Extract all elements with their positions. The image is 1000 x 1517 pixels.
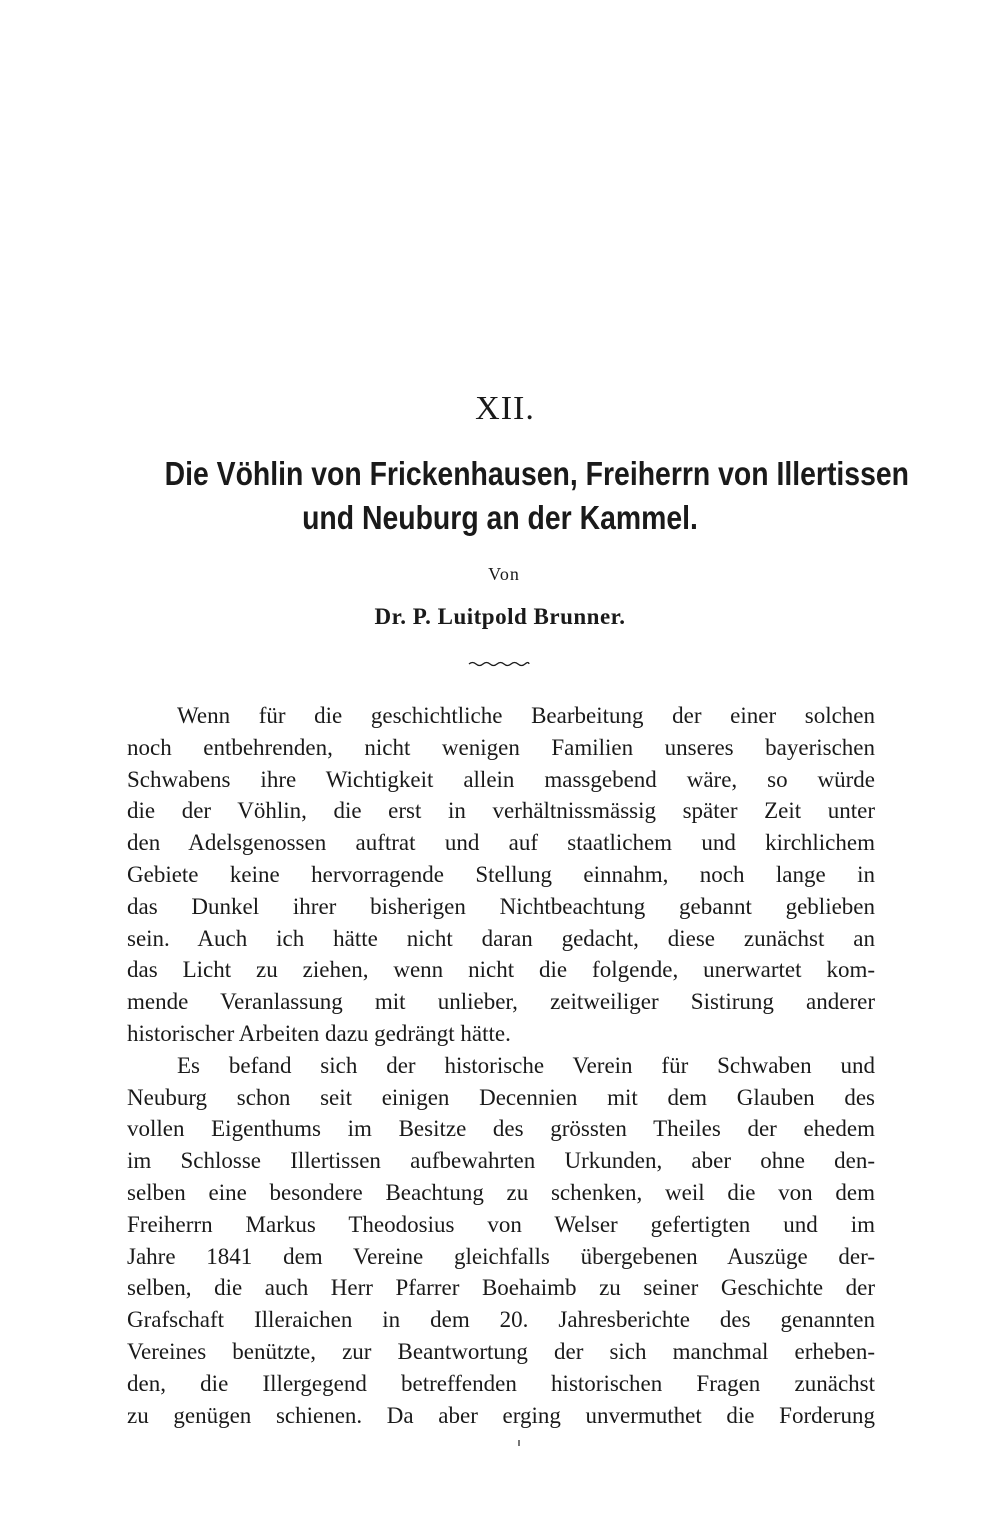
text-line: die der Vöhlin, die erst in verhältnissmässig später Zeit unter <box>127 798 875 824</box>
text-line: Gebiete keine hervorragende Stellung einnahm, noch lange in <box>127 861 875 887</box>
article-title-line-1: Die Vöhlin von Frickenhausen, Freiherrn von Illertissen <box>164 455 909 492</box>
text-line: Schwabens ihre Wichtigkeit allein massgebend wäre, so würde <box>127 766 875 792</box>
page-speck <box>518 1440 520 1446</box>
ornament-divider <box>468 660 530 668</box>
text-line: sein. Auch ich hätte nicht daran gedacht, diese zunächst an <box>127 925 875 951</box>
text-line: mende Veranlassung mit unlieber, zeitweiliger Sistirung anderer <box>127 989 875 1015</box>
text-line: Vereines benützte, zur Beantwortung der sich manchmal erheben- <box>127 1338 875 1364</box>
text-line: Freiherrn Markus Theodosius von Welser gefertigten und im <box>127 1211 875 1237</box>
text-line: im Schlosse Illertissen aufbewahrten Urkunden, aber ohne den- <box>127 1148 875 1174</box>
text-line: selben eine besondere Beachtung zu schenken, weil die von dem <box>127 1179 875 1205</box>
paragraph-2-start: Es befand sich der historische Verein für Schwaben und <box>177 1052 875 1078</box>
author-name: Dr. P. Luitpold Brunner. <box>374 604 626 629</box>
paragraph-1-end: historischer Arbeiten dazu gedrängt hätte. <box>127 1020 511 1046</box>
article-title-line-2: und Neuburg an der Kammel. <box>302 499 698 536</box>
chapter-number: XII. <box>475 390 535 427</box>
text-line: vollen Eigenthums im Besitze des grössten Theiles der ehedem <box>127 1116 875 1142</box>
text-line: Jahre 1841 dem Vereine gleichfalls übergebenen Auszüge der- <box>127 1243 875 1269</box>
byline-von: Von <box>488 564 520 584</box>
text-line: zu genügen schienen. Da aber erging unvermuthet die Forderung <box>127 1402 875 1428</box>
body-text <box>127 700 875 1431</box>
article-title <box>164 452 909 540</box>
text-line: das Licht zu ziehen, wenn nicht die folgende, unerwartet kom- <box>127 957 875 983</box>
paragraph-1-start: Wenn für die geschichtliche Bearbeitung der einer solchen <box>177 703 875 728</box>
text-line: das Dunkel ihrer bisherigen Nichtbeachtung gebannt geblieben <box>127 893 875 919</box>
text-line: den Adelsgenossen auftrat und auf staatlichem und kirchlichem <box>127 830 875 856</box>
text-line: den, die Illergegend betreffenden historischen Fragen zunächst <box>127 1370 875 1396</box>
text-line: noch entbehrenden, nicht wenigen Familien unseres bayerischen <box>127 734 875 760</box>
text-line: Grafschaft Illeraichen in dem 20. Jahresberichte des genannten <box>127 1307 875 1333</box>
text-line: selben, die auch Herr Pfarrer Boehaimb zu seiner Geschichte der <box>127 1275 875 1301</box>
text-line: Neuburg schon seit einigen Decennien mit dem Glauben des <box>127 1084 875 1110</box>
